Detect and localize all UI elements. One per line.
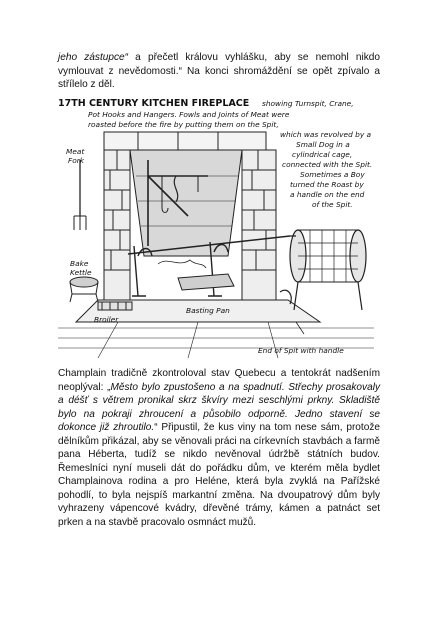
- label-basting-pan: Basting Pan: [186, 306, 230, 315]
- label-end-of-spit: End of Spit with handle: [258, 346, 344, 355]
- caption-line-11: of the Spit.: [312, 200, 353, 209]
- label-meat-fork-2: Fork: [68, 156, 85, 165]
- caption-line-10: a handle on the end: [290, 190, 365, 199]
- paragraph-1-italic-lead: jeho zástupce“: [58, 52, 129, 63]
- kitchen-fireplace-illustration: [58, 96, 374, 360]
- label-bake-kettle-1: Bake: [70, 259, 89, 268]
- paragraph-1: [58, 51, 380, 92]
- paragraph-2-intro: Champlain tradičně zkontroloval stav Quebecu a tentokrát nadšením neoplýval: „: [58, 368, 380, 393]
- caption-line-5: Small Dog in a: [296, 140, 350, 149]
- paragraph-1-text: a přečetl královu vyhlášku, aby se nemohl nikdo vymlouvat z nevědomosti.“ Na konci shromáždění se opět zpívalo a střílelo z děl.: [58, 52, 380, 90]
- paragraph-2: [58, 367, 380, 529]
- label-meat-fork-1: Meat: [66, 147, 85, 156]
- label-broiler: Broiler: [94, 315, 119, 324]
- paragraph-2-rest: “ Připustil, že kus viny na tom nese sám, protože dělníkům přikázal, aby se věnovali práci na církevních stavbách a farmě pana Héberta, tudíž se nikdo nevěnoval údržbě státních budov. Řemeslníci nyní museli dát do pořádku dům, ve kterém měla bydlet Champlainova rodina a pro Heléne, která byla zvyklá na Pařížské pohodlí, to byla nejspíš markantní změna. Na dvoupatrový dům byly vyhrazeny vápencové kvádry, dřevěné trámy, kámen a patnáct set prken a na stavbě pracovalo osmnáct mužů.: [58, 422, 381, 528]
- caption-line-1: showing Turnspit, Crane,: [262, 99, 354, 108]
- caption-line-2: Pot Hooks and Hangers. Fowls and Joints of Meat were: [88, 110, 290, 119]
- caption-line-7: connected with the Spit.: [282, 160, 373, 169]
- label-bake-kettle-2: Kettle: [70, 268, 92, 277]
- caption-line-6: cylindrical cage,: [292, 150, 353, 159]
- caption-line-4: which was revolved by a: [280, 130, 372, 139]
- caption-line-9: turned the Roast by: [290, 180, 364, 189]
- caption-line-3: roasted before the fire by putting them on the Spit,: [88, 120, 279, 129]
- paragraph-2-quote: Město bylo zpustošeno a na spadnutí. Střechy prosakovaly a déšť s větrem pronikal skrz škvíry mezi seschlými prkny. Skladiště bylo na pokraji zhroucení a působilo odporně. Jedno stavení se dokonce již zhroutilo.: [58, 381, 380, 433]
- figure-title: 17TH CENTURY KITCHEN FIREPLACE: [58, 98, 250, 109]
- caption-line-8: Sometimes a Boy: [300, 170, 365, 179]
